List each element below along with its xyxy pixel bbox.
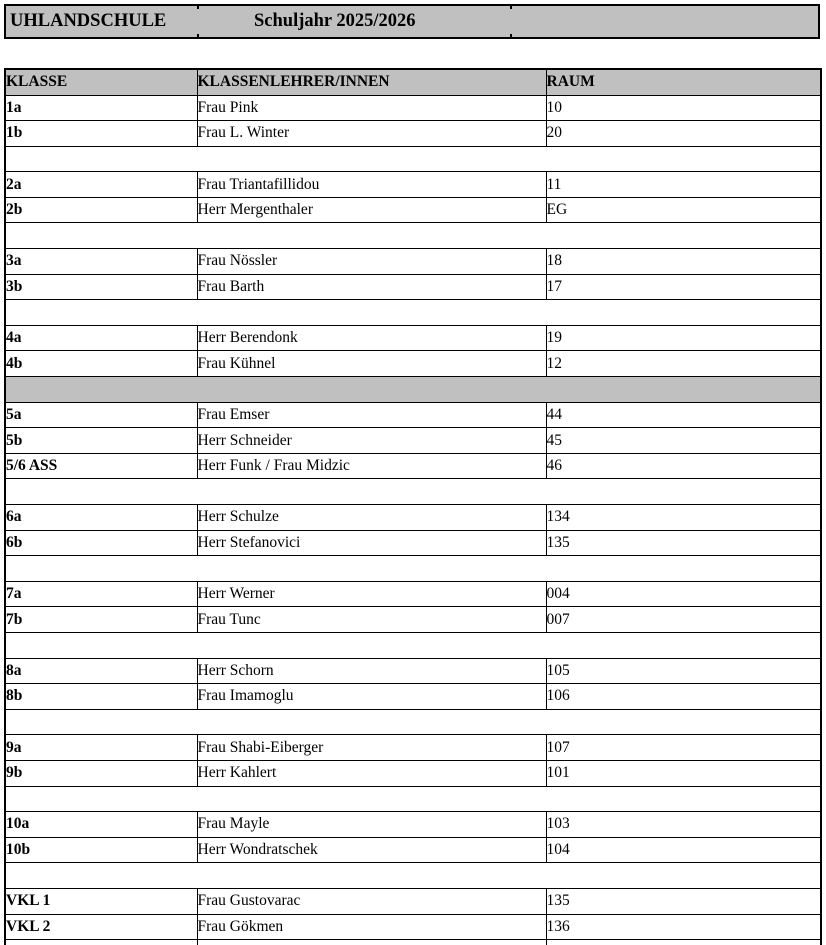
class-cell: 6a bbox=[5, 505, 197, 531]
spacer-row bbox=[5, 786, 821, 812]
column-header-klassenlehrer: KLASSENLEHRER/INNEN bbox=[197, 69, 546, 95]
class-roster-table bbox=[4, 68, 822, 945]
spacer-row bbox=[5, 632, 821, 658]
teacher-cell: Frau Pink bbox=[197, 95, 546, 121]
spacer-row bbox=[5, 479, 821, 505]
spacer-row bbox=[5, 863, 821, 889]
spacer-row bbox=[5, 300, 821, 326]
table-row bbox=[5, 760, 821, 786]
spacer-cell bbox=[5, 223, 821, 249]
room-cell: 19 bbox=[546, 325, 821, 351]
teacher-cell: Frau Gustovarac bbox=[197, 888, 546, 914]
class-cell: 4b bbox=[5, 351, 197, 377]
teacher-cell: Herr Schulze bbox=[197, 505, 546, 531]
school-year: Schuljahr 2025/2026 bbox=[254, 11, 416, 31]
class-cell: 3a bbox=[5, 249, 197, 275]
room-cell: 103 bbox=[546, 812, 821, 838]
class-cell: 1a bbox=[5, 95, 197, 121]
table-row bbox=[5, 249, 821, 275]
table-row bbox=[5, 658, 821, 684]
table-row bbox=[5, 581, 821, 607]
room-cell: 44 bbox=[546, 402, 821, 428]
room-cell: 107 bbox=[546, 735, 821, 761]
room-cell: 10 bbox=[546, 95, 821, 121]
teacher-cell bbox=[197, 940, 546, 945]
room-cell: 136 bbox=[546, 914, 821, 940]
teacher-cell: Herr Stefanovici bbox=[197, 530, 546, 556]
school-name: UHLANDSCHULE bbox=[10, 11, 167, 31]
table-row bbox=[5, 812, 821, 838]
spacer-cell bbox=[5, 786, 821, 812]
table-row bbox=[5, 172, 821, 198]
masthead-divider-tick bbox=[197, 34, 199, 39]
teacher-cell: Frau Triantafillidou bbox=[197, 172, 546, 198]
spacer-row bbox=[5, 377, 821, 403]
class-cell: 2a bbox=[5, 172, 197, 198]
class-cell: 9a bbox=[5, 735, 197, 761]
table-row bbox=[5, 837, 821, 863]
teacher-cell: Herr Mergenthaler bbox=[197, 197, 546, 223]
teacher-cell: Herr Berendonk bbox=[197, 325, 546, 351]
room-cell: 46 bbox=[546, 453, 821, 479]
room-cell: 17 bbox=[546, 274, 821, 300]
room-cell: 18 bbox=[546, 249, 821, 275]
class-cell: 5/6 ASS bbox=[5, 453, 197, 479]
table-row bbox=[5, 888, 821, 914]
table-row bbox=[5, 453, 821, 479]
class-cell: 4a bbox=[5, 325, 197, 351]
teacher-cell: Herr Werner bbox=[197, 581, 546, 607]
table-row bbox=[5, 95, 821, 121]
teacher-cell: Frau Shabi-Eiberger bbox=[197, 735, 546, 761]
room-cell: 007 bbox=[546, 607, 821, 633]
class-cell bbox=[5, 940, 197, 945]
teacher-cell: Herr Schorn bbox=[197, 658, 546, 684]
room-cell: 135 bbox=[546, 530, 821, 556]
room-cell: EG bbox=[546, 197, 821, 223]
class-cell: 2b bbox=[5, 197, 197, 223]
spacer-cell bbox=[5, 377, 821, 403]
class-cell: VKL 2 bbox=[5, 914, 197, 940]
teacher-cell: Frau Mayle bbox=[197, 812, 546, 838]
room-cell: 105 bbox=[546, 658, 821, 684]
spacer-cell bbox=[5, 146, 821, 172]
room-cell: 12 bbox=[546, 351, 821, 377]
teacher-cell: Herr Wondratschek bbox=[197, 837, 546, 863]
room-cell: 101 bbox=[546, 760, 821, 786]
teacher-cell: Herr Funk / Frau Midzic bbox=[197, 453, 546, 479]
room-cell: 20 bbox=[546, 121, 821, 147]
room-cell: 104 bbox=[546, 837, 821, 863]
teacher-cell: Frau Gökmen bbox=[197, 914, 546, 940]
spacer-row bbox=[5, 146, 821, 172]
table-row bbox=[5, 197, 821, 223]
class-cell: 9b bbox=[5, 760, 197, 786]
class-cell: 3b bbox=[5, 274, 197, 300]
teacher-cell: Frau Kühnel bbox=[197, 351, 546, 377]
table-row bbox=[5, 428, 821, 454]
teacher-cell: Herr Schneider bbox=[197, 428, 546, 454]
table-row bbox=[5, 274, 821, 300]
room-cell: 45 bbox=[546, 428, 821, 454]
room-cell: 004 bbox=[546, 581, 821, 607]
teacher-cell: Frau L. Winter bbox=[197, 121, 546, 147]
teacher-cell: Herr Kahlert bbox=[197, 760, 546, 786]
class-cell: VKL 1 bbox=[5, 888, 197, 914]
class-cell: 8a bbox=[5, 658, 197, 684]
room-cell: 134 bbox=[546, 505, 821, 531]
spacer-cell bbox=[5, 479, 821, 505]
spacer-cell bbox=[5, 556, 821, 582]
table-row bbox=[5, 684, 821, 710]
spacer-cell bbox=[5, 709, 821, 735]
class-cell: 5a bbox=[5, 402, 197, 428]
spacer-row bbox=[5, 223, 821, 249]
table-row bbox=[5, 914, 821, 940]
spacer-row bbox=[5, 556, 821, 582]
teacher-cell: Frau Imamoglu bbox=[197, 684, 546, 710]
masthead-divider-tick bbox=[510, 34, 512, 39]
table-header-row bbox=[5, 69, 821, 95]
teacher-cell: Frau Barth bbox=[197, 274, 546, 300]
spacer-cell bbox=[5, 863, 821, 889]
spacer-cell bbox=[5, 632, 821, 658]
class-cell: 10a bbox=[5, 812, 197, 838]
table-row bbox=[5, 607, 821, 633]
table-row bbox=[5, 351, 821, 377]
table-row bbox=[5, 735, 821, 761]
room-cell: 135 bbox=[546, 888, 821, 914]
class-cell: 7a bbox=[5, 581, 197, 607]
class-cell: 6b bbox=[5, 530, 197, 556]
spacer-cell bbox=[5, 300, 821, 326]
table-row bbox=[5, 940, 821, 945]
table-row bbox=[5, 530, 821, 556]
room-cell: 106 bbox=[546, 684, 821, 710]
masthead-divider-tick bbox=[197, 4, 199, 9]
class-cell: 10b bbox=[5, 837, 197, 863]
column-header-klasse: KLASSE bbox=[5, 69, 197, 95]
teacher-cell: Frau Nössler bbox=[197, 249, 546, 275]
table-row bbox=[5, 505, 821, 531]
teacher-cell: Frau Emser bbox=[197, 402, 546, 428]
masthead-band bbox=[4, 4, 820, 39]
class-cell: 8b bbox=[5, 684, 197, 710]
spacer-row bbox=[5, 709, 821, 735]
table-row bbox=[5, 325, 821, 351]
class-cell: 1b bbox=[5, 121, 197, 147]
class-cell: 5b bbox=[5, 428, 197, 454]
room-cell bbox=[546, 940, 821, 945]
masthead-divider-tick bbox=[510, 4, 512, 9]
class-cell: 7b bbox=[5, 607, 197, 633]
table-row bbox=[5, 121, 821, 147]
table-row bbox=[5, 402, 821, 428]
teacher-cell: Frau Tunc bbox=[197, 607, 546, 633]
room-cell: 11 bbox=[546, 172, 821, 198]
column-header-raum: RAUM bbox=[546, 69, 821, 95]
